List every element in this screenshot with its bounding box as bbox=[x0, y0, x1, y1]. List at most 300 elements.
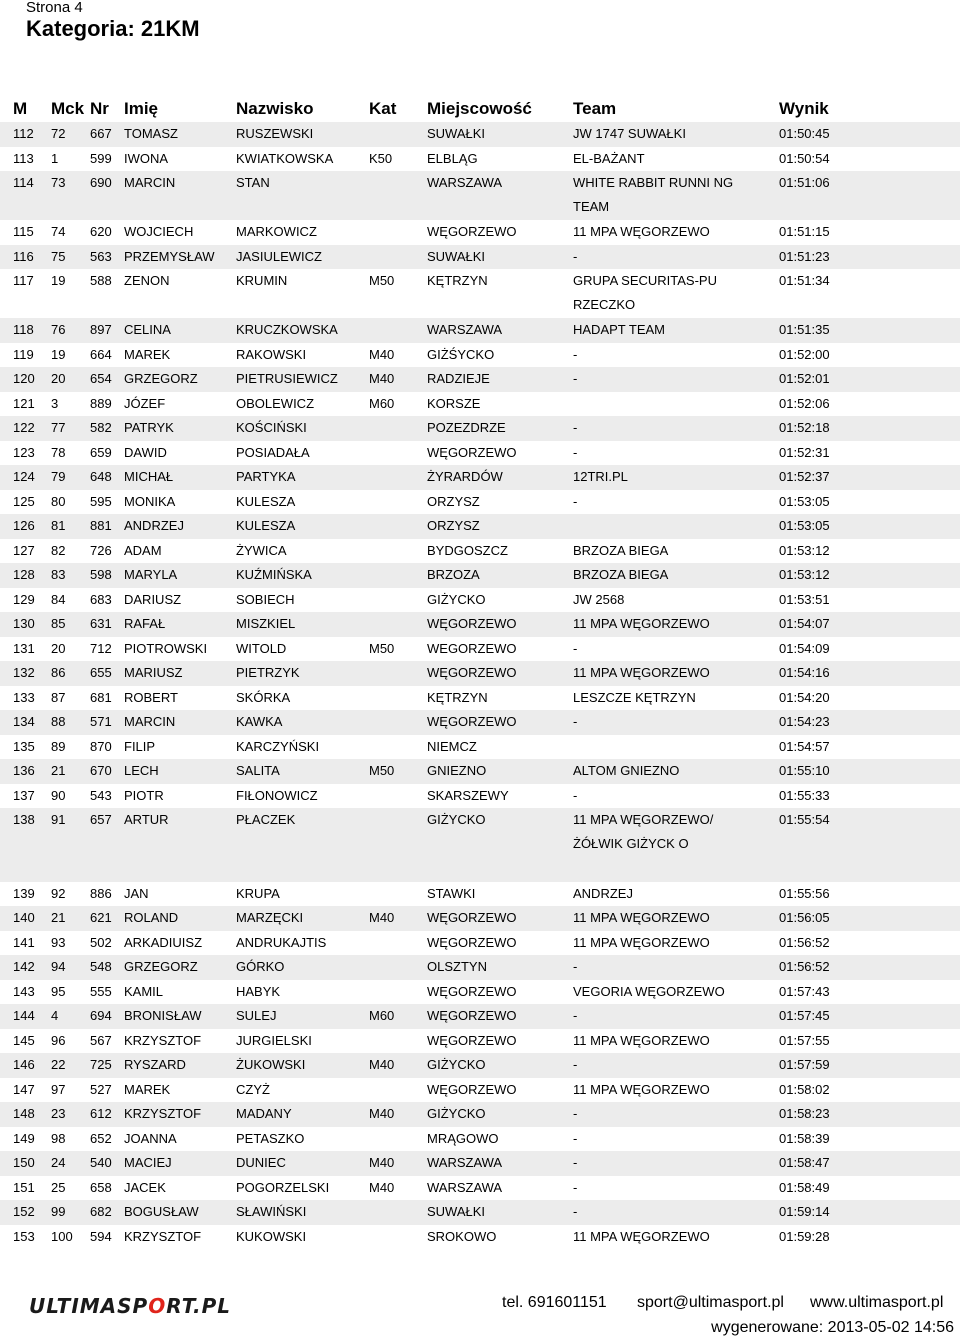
cell-mck: 77 bbox=[51, 420, 66, 435]
cell-mck: 76 bbox=[51, 322, 66, 337]
cell-team: 11 MPA WĘGORZEWO bbox=[573, 616, 710, 631]
cell-m: 116 bbox=[13, 248, 34, 264]
cell-imie: ANDRZEJ bbox=[124, 518, 184, 533]
cell-m: 113 bbox=[13, 150, 34, 166]
cell-imie: RAFAŁ bbox=[124, 616, 166, 631]
cell-imie: PIOTR bbox=[124, 787, 164, 803]
cell-nazwisko: CZYŻ bbox=[236, 1081, 270, 1097]
cell-nr: 540 bbox=[90, 1155, 112, 1170]
cell-wynik: 01:51:23 bbox=[779, 248, 830, 264]
table-row bbox=[0, 955, 960, 980]
cell-m: 144 bbox=[13, 1008, 35, 1023]
cell-nr: 563 bbox=[90, 248, 112, 264]
cell-nazwisko: PARTYKA bbox=[236, 469, 296, 484]
cell-team: - bbox=[573, 1057, 578, 1072]
cell-miejscowosc: BRZOZA bbox=[427, 567, 480, 582]
cell-mck: 100 bbox=[51, 1228, 73, 1244]
cell-mck: 82 bbox=[51, 542, 66, 558]
cell-team: - bbox=[573, 444, 578, 460]
cell-wynik: 01:53:12 bbox=[779, 567, 830, 582]
cell-nr: 725 bbox=[90, 1057, 112, 1072]
cell-imie: RYSZARD bbox=[124, 1057, 186, 1072]
cell-m: 146 bbox=[13, 1057, 35, 1072]
cell-imie: LECH bbox=[124, 763, 159, 778]
table-row bbox=[0, 710, 960, 735]
cell-team: JW 1747 SUWAŁKI bbox=[573, 126, 686, 141]
cell-nazwisko: ŻUKOWSKI bbox=[236, 1057, 306, 1072]
table-row bbox=[0, 220, 960, 245]
cell-imie: ARKADIUISZ bbox=[124, 934, 203, 950]
cell-imie: MARYLA bbox=[124, 567, 178, 582]
cell-wynik: 01:54:23 bbox=[779, 714, 830, 729]
cell-nr: 657 bbox=[90, 812, 112, 827]
cell-nr: 681 bbox=[90, 689, 112, 705]
cell-nazwisko: KRUMIN bbox=[236, 273, 288, 288]
cell-miejscowosc: WĘGORZEWO bbox=[427, 665, 517, 680]
cell-nr: 683 bbox=[90, 591, 112, 607]
cell-nazwisko: KUKOWSKI bbox=[236, 1228, 307, 1244]
cell-imie: MAREK bbox=[124, 1081, 171, 1097]
cell-wynik: 01:51:06 bbox=[779, 175, 830, 190]
cell-wynik: 01:54:09 bbox=[779, 640, 830, 656]
cell-nazwisko: STAN bbox=[236, 175, 270, 190]
cell-imie: BOGUSŁAW bbox=[124, 1204, 199, 1219]
table-row bbox=[0, 392, 960, 417]
cell-nazwisko: KULESZA bbox=[236, 493, 296, 509]
cell-imie: IWONA bbox=[124, 150, 169, 166]
cell-imie: TOMASZ bbox=[124, 126, 178, 141]
table-row bbox=[0, 245, 960, 270]
cell-wynik: 01:54:07 bbox=[779, 616, 830, 631]
table-row bbox=[0, 1176, 960, 1201]
cell-imie: KRZYSZTOF bbox=[124, 1032, 202, 1048]
table-row bbox=[0, 539, 960, 564]
cell-nazwisko: MARKOWICZ bbox=[236, 224, 317, 239]
cell-team: 11 MPA WĘGORZEWO bbox=[573, 1032, 710, 1048]
cell-kat: M50 bbox=[369, 640, 395, 656]
table-row bbox=[0, 1053, 960, 1078]
cell-nazwisko: MARZĘCKI bbox=[236, 910, 304, 925]
cell-nazwisko: SALITA bbox=[236, 763, 280, 778]
table-row bbox=[0, 269, 960, 318]
cell-miejscowosc: KĘTRZYN bbox=[427, 273, 488, 288]
table-row bbox=[0, 1151, 960, 1176]
cell-kat: M50 bbox=[369, 273, 395, 288]
cell-nazwisko: POGORZELSKI bbox=[236, 1179, 330, 1195]
cell-nr: 502 bbox=[90, 934, 112, 950]
cell-team: - bbox=[573, 420, 578, 435]
cell-team: 11 MPA WĘGORZEWO bbox=[573, 934, 710, 950]
cell-team: 11 MPA WĘGORZEWO bbox=[573, 1081, 710, 1097]
cell-team: - bbox=[573, 346, 578, 362]
cell-nazwisko: FIŁONOWICZ bbox=[236, 787, 318, 803]
cell-mck: 89 bbox=[51, 738, 66, 754]
cell-wynik: 01:59:28 bbox=[779, 1228, 830, 1244]
cell-m: 122 bbox=[13, 420, 35, 435]
cell-m: 148 bbox=[13, 1106, 35, 1121]
cell-nr: 588 bbox=[90, 273, 112, 288]
cell-nr: 567 bbox=[90, 1032, 112, 1048]
cell-nr: 599 bbox=[90, 150, 112, 166]
cell-m: 127 bbox=[13, 542, 35, 558]
cell-imie: ADAM bbox=[124, 542, 162, 558]
cell-nr: 664 bbox=[90, 346, 112, 362]
cell-miejscowosc: WĘGORZEWO bbox=[427, 1032, 517, 1048]
cell-m: 139 bbox=[13, 885, 35, 901]
cell-imie: GRZEGORZ bbox=[124, 959, 198, 974]
cell-m: 133 bbox=[13, 689, 35, 705]
cell-team: JW 2568 bbox=[573, 591, 625, 607]
cell-wynik: 01:54:20 bbox=[779, 689, 830, 705]
cell-miejscowosc: WARSZAWA bbox=[427, 322, 503, 337]
header-m: M bbox=[13, 99, 28, 118]
cell-miejscowosc: WĘGORZEWO bbox=[427, 1008, 517, 1023]
cell-nazwisko: KARCZYŃSKI bbox=[236, 738, 320, 754]
cell-miejscowosc: GIŻYCKO bbox=[427, 591, 486, 607]
cell-nazwisko: SKÓRKA bbox=[236, 689, 291, 705]
cell-imie: MICHAŁ bbox=[124, 469, 174, 484]
cell-miejscowosc: ELBLĄG bbox=[427, 150, 478, 166]
cell-team: - bbox=[573, 787, 578, 803]
cell-nr: 648 bbox=[90, 469, 112, 484]
cell-nr: 631 bbox=[90, 616, 112, 631]
cell-imie: JAN bbox=[124, 885, 149, 901]
table-row bbox=[0, 1004, 960, 1029]
table-row bbox=[0, 686, 960, 711]
table-row bbox=[0, 931, 960, 956]
cell-miejscowosc: WĘGORZEWO bbox=[427, 910, 517, 925]
cell-kat: M50 bbox=[369, 763, 395, 778]
cell-nr: 659 bbox=[90, 444, 112, 460]
cell-miejscowosc: GIŻYCKO bbox=[427, 1106, 486, 1121]
cell-miejscowosc: SKARSZEWY bbox=[427, 787, 509, 803]
cell-m: 118 bbox=[13, 322, 34, 337]
cell-m: 117 bbox=[13, 273, 34, 288]
cell-m: 138 bbox=[13, 812, 35, 827]
cell-nazwisko: JASIULEWICZ bbox=[236, 248, 322, 264]
cell-m: 141 bbox=[13, 934, 35, 950]
cell-wynik: 01:56:05 bbox=[779, 910, 830, 925]
table-row bbox=[0, 441, 960, 466]
cell-nr: 620 bbox=[90, 224, 112, 239]
cell-m: 123 bbox=[13, 444, 35, 460]
cell-imie: MACIEJ bbox=[124, 1155, 172, 1170]
cell-miejscowosc: STAWKI bbox=[427, 885, 476, 901]
cell-m: 131 bbox=[13, 640, 35, 656]
cell-mck: 88 bbox=[51, 714, 66, 729]
cell-miejscowosc: KĘTRZYN bbox=[427, 689, 488, 705]
cell-imie: PATRYK bbox=[124, 420, 174, 435]
cell-miejscowosc: RADZIEJE bbox=[427, 371, 490, 386]
table-row bbox=[0, 416, 960, 441]
cell-nazwisko: HABYK bbox=[236, 983, 281, 999]
cell-mck: 90 bbox=[51, 787, 66, 803]
cell-mck: 79 bbox=[51, 469, 66, 484]
cell-miejscowosc: GIŻYCKO bbox=[427, 1057, 486, 1072]
cell-nr: 690 bbox=[90, 175, 112, 190]
cell-wynik: 01:57:55 bbox=[779, 1032, 830, 1048]
header-kat: Kat bbox=[369, 99, 397, 118]
cell-nazwisko: DUNIEC bbox=[236, 1155, 286, 1170]
cell-imie: DARIUSZ bbox=[124, 591, 182, 607]
footer-website: www.ultimasport.pl bbox=[810, 1294, 944, 1311]
cell-mck: 78 bbox=[51, 444, 66, 460]
cell-m: 114 bbox=[13, 175, 34, 190]
cell-nazwisko: GÓRKO bbox=[236, 959, 285, 974]
cell-mck: 81 bbox=[51, 518, 66, 533]
cell-nazwisko: ANDRUKAJTIS bbox=[236, 934, 327, 950]
cell-m: 115 bbox=[13, 224, 34, 239]
cell-nr: 527 bbox=[90, 1081, 112, 1097]
table-row bbox=[0, 637, 960, 662]
cell-imie: JÓZEF bbox=[124, 395, 166, 411]
cell-team: 11 MPA WĘGORZEWO bbox=[573, 1228, 710, 1244]
cell-nr: 595 bbox=[90, 493, 112, 509]
cell-m: 132 bbox=[13, 665, 35, 680]
cell-kat: M60 bbox=[369, 395, 395, 411]
cell-m: 143 bbox=[13, 983, 35, 999]
table-row bbox=[0, 1225, 960, 1250]
cell-imie: MARIUSZ bbox=[124, 665, 183, 680]
cell-imie: PRZEMYSŁAW bbox=[124, 248, 215, 264]
table-row bbox=[0, 882, 960, 907]
cell-nazwisko: KWIATKOWSKA bbox=[236, 150, 334, 166]
cell-wynik: 01:52:00 bbox=[779, 346, 830, 362]
cell-team: - bbox=[573, 640, 578, 656]
cell-team: - bbox=[573, 1106, 578, 1121]
cell-mck: 97 bbox=[51, 1081, 66, 1097]
cell-miejscowosc: OLSZTYN bbox=[427, 959, 487, 974]
cell-wynik: 01:54:16 bbox=[779, 665, 830, 680]
cell-mck: 75 bbox=[51, 248, 66, 264]
header-wynik: Wynik bbox=[779, 99, 829, 118]
cell-kat: M40 bbox=[369, 371, 395, 386]
cell-mck: 1 bbox=[51, 150, 59, 166]
cell-nazwisko: RAKOWSKI bbox=[236, 346, 307, 362]
cell-m: 149 bbox=[13, 1130, 35, 1146]
cell-mck: 74 bbox=[51, 224, 66, 239]
cell-kat: M40 bbox=[369, 910, 395, 925]
table-row bbox=[0, 171, 960, 220]
cell-m: 119 bbox=[13, 346, 34, 362]
cell-m: 140 bbox=[13, 910, 35, 925]
cell-m: 150 bbox=[13, 1155, 35, 1170]
table-row bbox=[0, 980, 960, 1005]
cell-miejscowosc: BYDGOSZCZ bbox=[427, 542, 508, 558]
cell-nazwisko: ŻYWICA bbox=[236, 542, 287, 558]
cell-miejscowosc: WĘGORZEWO bbox=[427, 714, 517, 729]
cell-nr: 712 bbox=[90, 640, 112, 656]
cell-nazwisko: MISZKIEL bbox=[236, 616, 296, 631]
table-row bbox=[0, 122, 960, 147]
cell-nazwisko: MADANY bbox=[236, 1106, 292, 1121]
cell-mck: 20 bbox=[51, 371, 66, 386]
table-row bbox=[0, 514, 960, 539]
cell-team: 12TRI.PL bbox=[573, 469, 628, 484]
cell-mck: 93 bbox=[51, 934, 66, 950]
table-row bbox=[0, 1102, 960, 1127]
cell-mck: 95 bbox=[51, 983, 66, 999]
cell-imie: MONIKA bbox=[124, 493, 176, 509]
cell-mck: 24 bbox=[51, 1155, 66, 1170]
cell-nazwisko: RUSZEWSKI bbox=[236, 126, 314, 141]
table-header bbox=[0, 98, 960, 120]
cell-wynik: 01:50:54 bbox=[779, 150, 830, 166]
table-row bbox=[0, 367, 960, 392]
cell-miejscowosc: GNIEZNO bbox=[427, 763, 487, 778]
cell-mck: 22 bbox=[51, 1057, 66, 1072]
cell-miejscowosc: GIŻŚYCKO bbox=[427, 346, 495, 362]
cell-kat: M40 bbox=[369, 1057, 395, 1072]
cell-nr: 555 bbox=[90, 983, 112, 999]
cell-nr: 670 bbox=[90, 763, 112, 778]
cell-wynik: 01:55:54 bbox=[779, 812, 830, 827]
cell-wynik: 01:53:05 bbox=[779, 518, 830, 533]
cell-team: - bbox=[573, 1008, 578, 1023]
cell-team: 11 MPA WĘGORZEWO bbox=[573, 665, 710, 680]
footer bbox=[0, 1288, 960, 1341]
cell-mck: 23 bbox=[51, 1106, 66, 1121]
cell-miejscowosc: WĘGORZEWO bbox=[427, 444, 517, 460]
cell-mck: 19 bbox=[51, 273, 66, 288]
cell-nr: 886 bbox=[90, 885, 112, 901]
cell-m: 151 bbox=[13, 1179, 35, 1195]
header-miejscowosc: Miejscowość bbox=[427, 99, 532, 118]
cell-wynik: 01:55:10 bbox=[779, 763, 830, 778]
cell-wynik: 01:52:31 bbox=[779, 444, 830, 460]
cell-miejscowosc: SUWAŁKI bbox=[427, 1204, 486, 1219]
cell-nr: 654 bbox=[90, 371, 112, 386]
cell-miejscowosc: WĘGORZEWO bbox=[427, 934, 517, 950]
cell-m: 136 bbox=[13, 763, 35, 778]
cell-miejscowosc: WĘGORZEWO bbox=[427, 616, 517, 631]
cell-nazwisko: KRUCZKOWSKA bbox=[236, 322, 338, 337]
cell-mck: 84 bbox=[51, 591, 66, 607]
cell-team: - bbox=[573, 1204, 578, 1219]
table-row bbox=[0, 906, 960, 931]
table-row bbox=[0, 661, 960, 686]
cell-team: 11 MPA WĘGORZEWO bbox=[573, 224, 710, 239]
cell-mck: 3 bbox=[51, 395, 59, 411]
cell-miejscowosc: WĘGORZEWO bbox=[427, 983, 517, 999]
cell-wynik: 01:58:02 bbox=[779, 1081, 830, 1097]
cell-nr: 612 bbox=[90, 1106, 112, 1121]
cell-m: 137 bbox=[13, 787, 35, 803]
cell-nr: 667 bbox=[90, 126, 112, 141]
cell-imie: DAWID bbox=[124, 444, 167, 460]
cell-imie: KAMIL bbox=[124, 983, 164, 999]
cell-miejscowosc: WĘGORZEWO bbox=[427, 1081, 517, 1097]
cell-mck: 4 bbox=[51, 1008, 59, 1023]
cell-wynik: 01:58:49 bbox=[779, 1179, 830, 1195]
cell-team: GRUPA SECURITAS-PU RZECZKO bbox=[573, 273, 717, 312]
cell-imie: ROBERT bbox=[124, 689, 178, 705]
cell-imie: CELINA bbox=[124, 322, 171, 337]
cell-wynik: 01:50:45 bbox=[779, 126, 830, 141]
table-row bbox=[0, 1029, 960, 1054]
cell-team: - bbox=[573, 714, 578, 729]
cell-nazwisko: POSIADAŁA bbox=[236, 444, 310, 460]
cell-miejscowosc: GIŻYCKO bbox=[427, 812, 486, 827]
header-nazwisko: Nazwisko bbox=[236, 99, 314, 118]
cell-wynik: 01:56:52 bbox=[779, 959, 830, 974]
cell-team: LESZCZE KĘTRZYN bbox=[573, 689, 696, 705]
cell-imie: ARTUR bbox=[124, 812, 169, 827]
cell-miejscowosc: ORZYSZ bbox=[427, 493, 480, 509]
cell-imie: MARCIN bbox=[124, 175, 176, 190]
cell-mck: 99 bbox=[51, 1204, 66, 1219]
cell-team: - bbox=[573, 371, 578, 386]
table-row bbox=[0, 759, 960, 784]
cell-nr: 543 bbox=[90, 787, 112, 803]
cell-team: ALTOM GNIEZNO bbox=[573, 763, 680, 778]
cell-miejscowosc: MRĄGOWO bbox=[427, 1130, 499, 1146]
cell-mck: 25 bbox=[51, 1179, 66, 1195]
header-imie: Imię bbox=[124, 99, 159, 118]
header-team: Team bbox=[573, 99, 617, 118]
cell-team: WHITE RABBIT RUNNI NG TEAM bbox=[573, 175, 734, 214]
cell-mck: 98 bbox=[51, 1130, 66, 1146]
cell-wynik: 01:53:51 bbox=[779, 591, 830, 607]
cell-wynik: 01:52:37 bbox=[779, 469, 830, 484]
cell-nazwisko: KULESZA bbox=[236, 518, 296, 533]
cell-wynik: 01:51:34 bbox=[779, 273, 830, 288]
cell-mck: 72 bbox=[51, 126, 66, 141]
cell-wynik: 01:59:14 bbox=[779, 1204, 830, 1219]
cell-mck: 87 bbox=[51, 689, 66, 705]
cell-miejscowosc: WEGORZEWO bbox=[427, 640, 517, 656]
table-row bbox=[0, 612, 960, 637]
cell-m: 126 bbox=[13, 518, 35, 533]
cell-team: BRZOZA BIEGA bbox=[573, 542, 669, 558]
cell-mck: 86 bbox=[51, 665, 66, 680]
table-row bbox=[0, 1200, 960, 1225]
cell-m: 147 bbox=[13, 1081, 35, 1097]
cell-m: 130 bbox=[13, 616, 35, 631]
cell-wynik: 01:54:57 bbox=[779, 738, 830, 754]
cell-imie: MAREK bbox=[124, 346, 171, 362]
cell-miejscowosc: SROKOWO bbox=[427, 1228, 497, 1244]
footer-phone: tel. 691601151 bbox=[502, 1294, 607, 1311]
cell-team: VEGORIA WĘGORZEWO bbox=[573, 983, 725, 999]
cell-nr: 726 bbox=[90, 542, 112, 558]
cell-nr: 571 bbox=[90, 714, 112, 729]
cell-mck: 83 bbox=[51, 567, 66, 582]
cell-imie: FILIP bbox=[124, 738, 156, 754]
cell-nr: 598 bbox=[90, 567, 112, 582]
ultimasport-logo: ULTIMASPORT.PL bbox=[29, 1294, 231, 1318]
cell-team: - bbox=[573, 248, 578, 264]
header-nr: Nr bbox=[90, 99, 109, 118]
cell-team: EL-BAŻANT bbox=[573, 150, 645, 166]
cell-kat: M40 bbox=[369, 1155, 395, 1170]
cell-m: 152 bbox=[13, 1204, 35, 1219]
cell-mck: 92 bbox=[51, 885, 66, 901]
cell-nr: 594 bbox=[90, 1228, 112, 1244]
cell-wynik: 01:53:12 bbox=[779, 542, 830, 558]
cell-wynik: 01:55:33 bbox=[779, 787, 830, 803]
cell-mck: 85 bbox=[51, 616, 66, 631]
cell-nazwisko: KAWKA bbox=[236, 714, 283, 729]
cell-miejscowosc: ORZYSZ bbox=[427, 518, 480, 533]
cell-wynik: 01:55:56 bbox=[779, 885, 830, 901]
cell-mck: 19 bbox=[51, 346, 66, 362]
cell-nr: 881 bbox=[90, 518, 112, 533]
cell-imie: JOANNA bbox=[124, 1130, 177, 1146]
cell-m: 145 bbox=[13, 1032, 35, 1048]
cell-nazwisko: KOŚCIŃSKI bbox=[236, 420, 307, 435]
cell-wynik: 01:53:05 bbox=[779, 493, 830, 509]
